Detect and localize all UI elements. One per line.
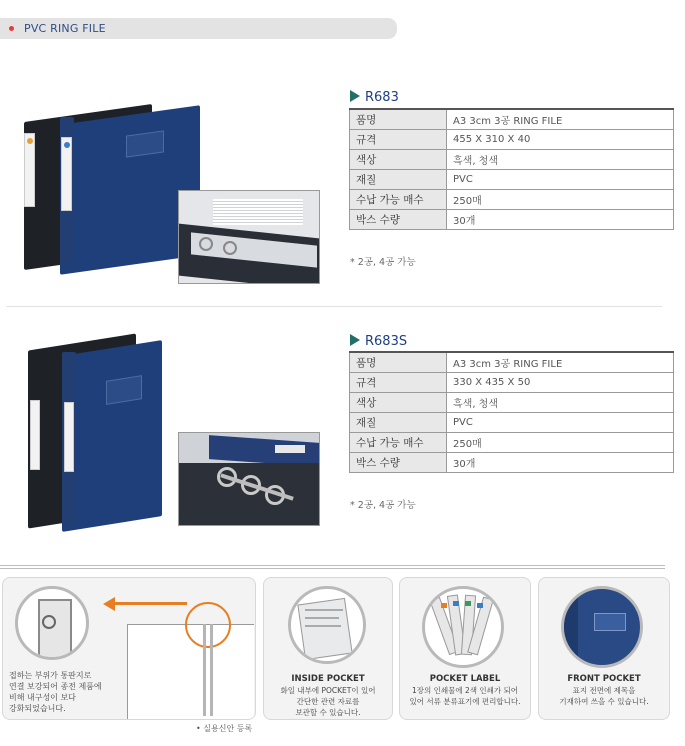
table-row: 재질 PVC [350, 170, 674, 190]
spec-table-r683 [349, 108, 674, 230]
feature-desc: 1장의 인쇄물에 2색 인쇄가 되어 있어 서류 분류표기에 편리합니다. [409, 686, 521, 706]
table-row: 규격 330 X 435 X 50 [350, 373, 674, 393]
table-row: 품명 A3 3cm 3공 RING FILE [350, 109, 674, 130]
spine-label [24, 133, 35, 207]
table-row: 수납 가능 매수 250매 [350, 190, 674, 210]
play-arrow-icon [350, 334, 360, 346]
spine-label [64, 402, 74, 472]
feature-title: POCKET LABEL [429, 674, 501, 684]
product-note: * 2공, 4공 가능 [350, 257, 416, 268]
divider [6, 306, 662, 307]
ring-mechanism-photo-r683 [178, 190, 320, 284]
table-row: 박스 수량 30개 [350, 453, 674, 473]
feature-panel-inside-pocket [263, 577, 393, 720]
table-row: 재질 PVC [350, 413, 674, 433]
table-row: 수납 가능 매수 250매 [350, 433, 674, 453]
feature-title: FRONT POCKET [567, 674, 641, 684]
spine-label [30, 400, 40, 470]
ring-mechanism-photo-r683s [178, 432, 320, 526]
table-row: 색상 흑색, 청색 [350, 150, 674, 170]
play-arrow-icon [350, 90, 360, 102]
product-photo-r683s [22, 330, 167, 525]
feature-panel-pocket-label [399, 577, 531, 720]
feature-desc: 표지 전면에 제목을 기재하여 쓰을 수 있습니다. [559, 686, 649, 706]
section-header [0, 18, 397, 39]
pocket-label-icon [422, 586, 504, 668]
inside-pocket-icon [288, 586, 366, 664]
bullet-dot-icon [9, 26, 14, 31]
table-row: 박스 수량 30개 [350, 210, 674, 230]
model-heading-r683s: R683S [350, 334, 407, 349]
feature-desc: 접하는 부위가 통판지로 연결 보강되어 종전 제품에 비해 내구성이 보다 강화되었습니다. [9, 671, 102, 713]
navy-binder [62, 340, 162, 532]
spine-label [61, 137, 72, 211]
feature-panel-reinforced [2, 577, 256, 720]
section-title: PVC RING FILE [24, 22, 106, 35]
divider [0, 565, 665, 566]
spec-table-r683s [349, 351, 674, 473]
arrow-left-icon-head [103, 597, 115, 611]
feature-panel-front-pocket [538, 577, 670, 720]
magnify-ring-icon [185, 602, 231, 648]
divider [0, 568, 665, 569]
table-row: 품명 A3 3cm 3공 RING FILE [350, 352, 674, 373]
product-note: * 2공, 4공 가능 [350, 500, 416, 511]
feature-title: INSIDE POCKET [291, 674, 365, 684]
front-pocket-icon [561, 586, 643, 668]
table-row: 색상 흑색, 청색 [350, 393, 674, 413]
footnote: • 실용신안 등록 [196, 724, 253, 733]
table-row: 규격 455 X 310 X 40 [350, 130, 674, 150]
model-heading-r683: R683 [350, 90, 399, 105]
feature-desc: 화일 내부에 POCKET이 있어 간단한 관련 자료를 보관할 수 있습니다. [280, 686, 376, 717]
arrow-left-icon [111, 602, 187, 605]
reinforced-corner-icon [15, 586, 89, 660]
